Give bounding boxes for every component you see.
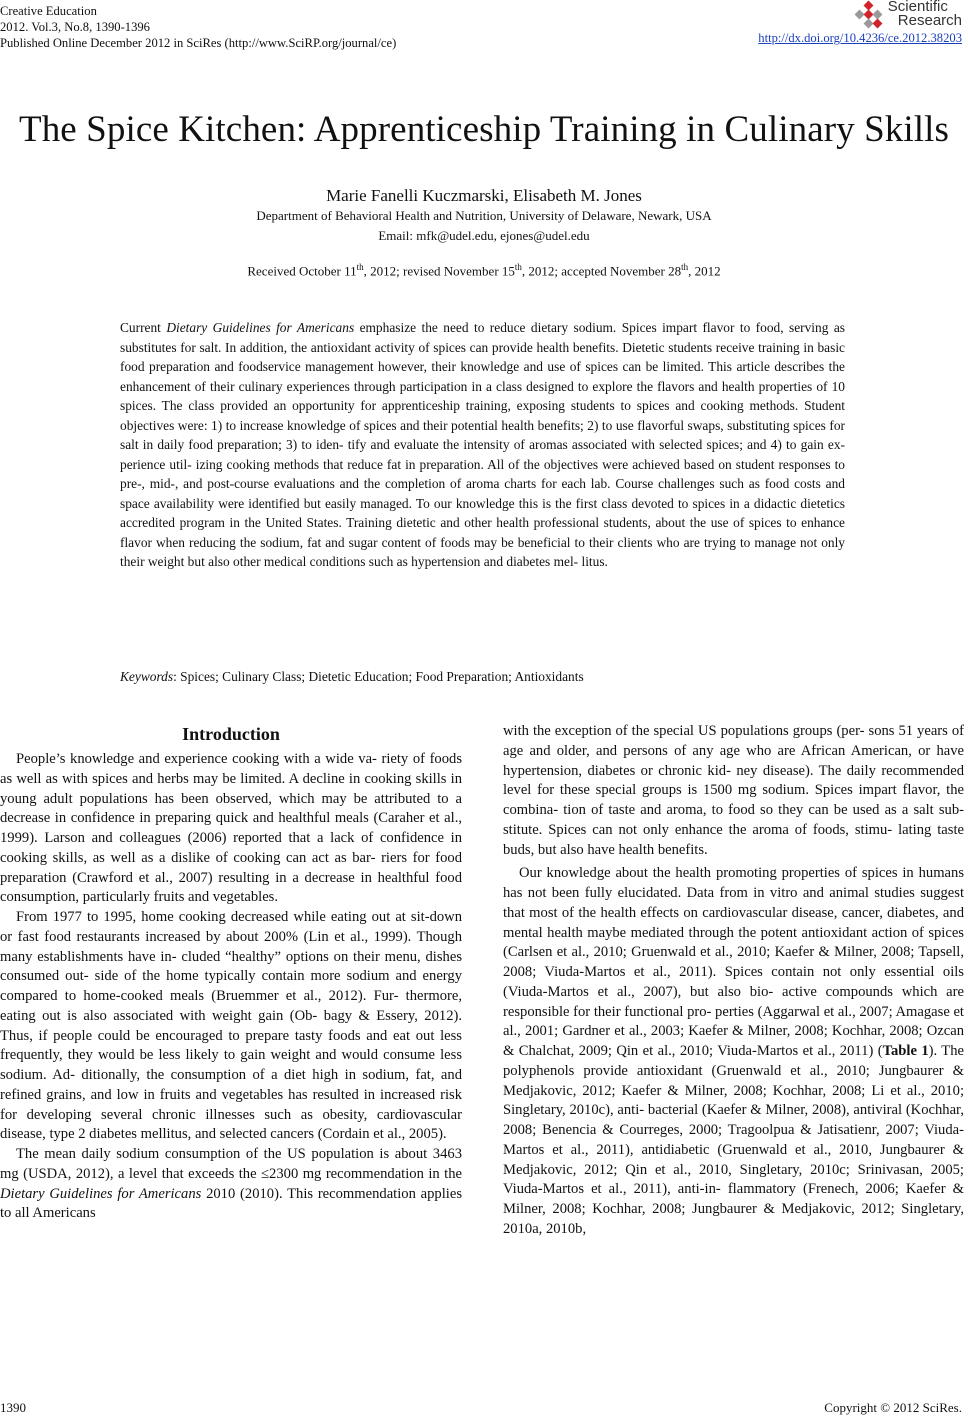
publisher-logo bbox=[758, 0, 962, 30]
journal-volume: 2012. Vol.3, No.8, 1390-1396 bbox=[0, 20, 150, 34]
keywords: Keywords: Spices; Culinary Class; Dietetic Education; Food Preparation; Antioxidants bbox=[120, 669, 584, 684]
paragraph: Our knowledge about the health promoting properties of spices in humans has not been fully elucidated. Data from in vitro and animal studies suggest that most of the health effects on cardiovascular disease, cancer, diabetes, and mental health maybe mediated through the potent antioxidant action of spices (Carlsen et al., 2010; Gruenwald et al., 2010; Kaefer & Milner, 2008; Tapsell, 2008; Viuda-Martos et al., 2011). Spices contain not only essential oils (Viuda-Martos et al., 2007), but also bio- active compounds which are responsible for their functional pro- perties (Aggarwal et al., 2007; Amagase et al., 2001; Gardner et al., 2003; Kaefer & Milner, 2008; Kochhar, 2008; Ozcan & Chalchat, 2009; Qin et al., 2010; Viuda-Martos et al., 2011) (Table 1). The polyphenols provide antioxidant (Gruenwald et al., 2010; Jungbaurer & Medjakovic, 2012; Kaefer & Milner, 2008; Kochhar, 2008; Li et al., 2010; Singletary, 2010c), anti- bacterial (Kaefer & Milner, 2008), antiviral (Kochhar, 2008; Benencia & Courreges, 2000; Tragoolpua & Jatisatienr, 2007; Viuda-Martos et al., 2011), antidiabetic (Gruenwald et al., 2010, Jungbaurer & Medjakovic, 2012; Qin et al., 2010, Singletary, 2010c; Srinivasan, 2005; Viuda-Martos et al., 2011), anti-in- flammatory (Frenech, 2006; Kaefer & Milner, 2008; Kochhar, 2008; Jungbaurer & Medjakovic, 2012; Singletary, 2010a, 2010b, bbox=[503, 865, 964, 1237]
right-column bbox=[503, 722, 964, 1240]
paper-title: The Spice Kitchen: Apprenticeship Training in Culinary Skills bbox=[19, 109, 949, 150]
journal-name: Creative Education bbox=[0, 4, 97, 18]
scientific-research-logo-icon bbox=[854, 0, 884, 30]
paragraph: From 1977 to 1995, home cooking decreased while eating out at sit-down or fast food restaurants increased by about 200% (Lin et al., 1999). Though many establishments have in- cluded “healthy” options on their menu, dishes consumed out- side of the home typically contain more sodium and energy compared to home-cooked meals (Bruemmer et al., 2012). Fur- thermore, eating out is also associated with weight gain (Ob- bagy & Essery, 2012). Thus, if people could be encouraged to prepare tasty foods and eat out less frequently, they would be less likely to gain weight and would consume less sodium. Ad- ditionally, the consumption of a diet high in sodium, fat, and refined grains, and low in fruits and vegetables has resulted in increased risk for developing several chronic illnesses such as obesity, cardiovascular disease, type 2 diabetes mellitus, and selected cancers (Cordain et al., 2005). bbox=[0, 909, 462, 1143]
page-number: 1390 bbox=[0, 1400, 26, 1415]
section-heading-introduction: Introduction bbox=[182, 724, 280, 744]
table-reference[interactable]: Table 1 bbox=[882, 1043, 929, 1059]
publication-info: Published Online December 2012 in SciRes (http://www.SciRP.org/journal/ce) bbox=[0, 36, 397, 50]
authors: Marie Fanelli Kuczmarski, Elisabeth M. Jones bbox=[326, 186, 642, 205]
affiliation: Department of Behavioral Health and Nutrition, University of Delaware, Newark, USA bbox=[256, 208, 712, 223]
received-dates: Received October 11th, 2012; revised November 15th, 2012; accepted November 28th, 2012 bbox=[247, 262, 721, 279]
paragraph: The mean daily sodium consumption of the US population is about 3463 mg (USDA, 2012), a level that exceeds the ≤2300 mg recommendation in the Dietary Guidelines for Americans 2010 (2010). This recommendation applies to all Americans bbox=[0, 1146, 462, 1222]
guidelines-title: Dietary Guidelines for Americans bbox=[166, 320, 355, 335]
abstract: Current Dietary Guidelines for Americans emphasize the need to reduce dietary sodium. Spices impart flavor to food, serving as substitutes for salt. In addition, the antioxidant activity of spices can provide health benefits. Dietetic students receive training in basic food preparation and foodservice management however, their knowledge and use of spices can be limited. This article describes the enhancement of their culinary experiences through participation in a class designed to explore the flavors and health properties of 10 spices. The class provided an opportunity for apprenticeship training, exposing students to spices and cooking methods. Student objectives were: 1) to increase knowledge of spices and their potential health benefits; 2) to use flavorful swaps, substituting spices for salt in daily food preparation; 3) to iden- tify and evaluate the intensity of aromas associated with selected spices; and 4) to gain ex- perience util- izing cooking methods that reduce fat in preparation. All of the objectives were achieved based on student responses to pre-, mid-, and post-course evaluations and the completion of aroma charts for each lab. Course challenges such as food costs and space availability were identified but easily managed. To our knowledge this is the first class devoted to spices in a didactic dietetics accredited program in the United States. Training dietetic and other health professional students, about the use of spices to enhance flavor when reducing the sodium, fat and sugar content of foods may be beneficial to their clients who are trying to manage not only their weight but also other medical conditions such as hypertension and diabetes mel- litus. bbox=[120, 320, 845, 569]
journal-header bbox=[0, 3, 396, 51]
paragraph: with the exception of the special US populations groups (per- sons 51 years of age and older, and persons of any age who are African American, or have hypertension, diabetes or chronic kid- ney disease). The daily recommended level for these special groups is 1500 mg sodium. Spices impart flavor, the combina- tion of taste and aroma, to food so they can be used as a salt sub- stitute. Spices can not only enhance the aroma of foods, stimu- lating taste buds, but also have health benefits. bbox=[503, 723, 964, 858]
keywords-label: Keywords bbox=[120, 669, 174, 684]
logo-text: Scientific Research bbox=[887, 0, 962, 29]
publisher-block bbox=[758, 0, 962, 46]
doi-link[interactable]: http://dx.doi.org/10.4236/ce.2012.38203 bbox=[758, 31, 962, 45]
paragraph: People’s knowledge and experience cooking with a wide va- riety of foods as well as with spices and herbs may be limited. A decline in cooking skills in young adult populations has been observed, which may be attributed to a decrease in confidence in preparing quick and healthful meals (Caraher et al., 1999). Larson and colleagues (2006) reported that a lack of confidence in cooking skills, as well as a dislike of cooking can act as bar- riers for food preparation (Crawford et al., 2007) resulting in a decrease in healthful food consumption, particularly fruits and vegetables. bbox=[0, 751, 462, 906]
copyright: Copyright © 2012 SciRes. bbox=[824, 1400, 962, 1415]
left-column bbox=[0, 722, 462, 1224]
author-email: Email: mfk@udel.edu, ejones@udel.edu bbox=[378, 228, 590, 243]
